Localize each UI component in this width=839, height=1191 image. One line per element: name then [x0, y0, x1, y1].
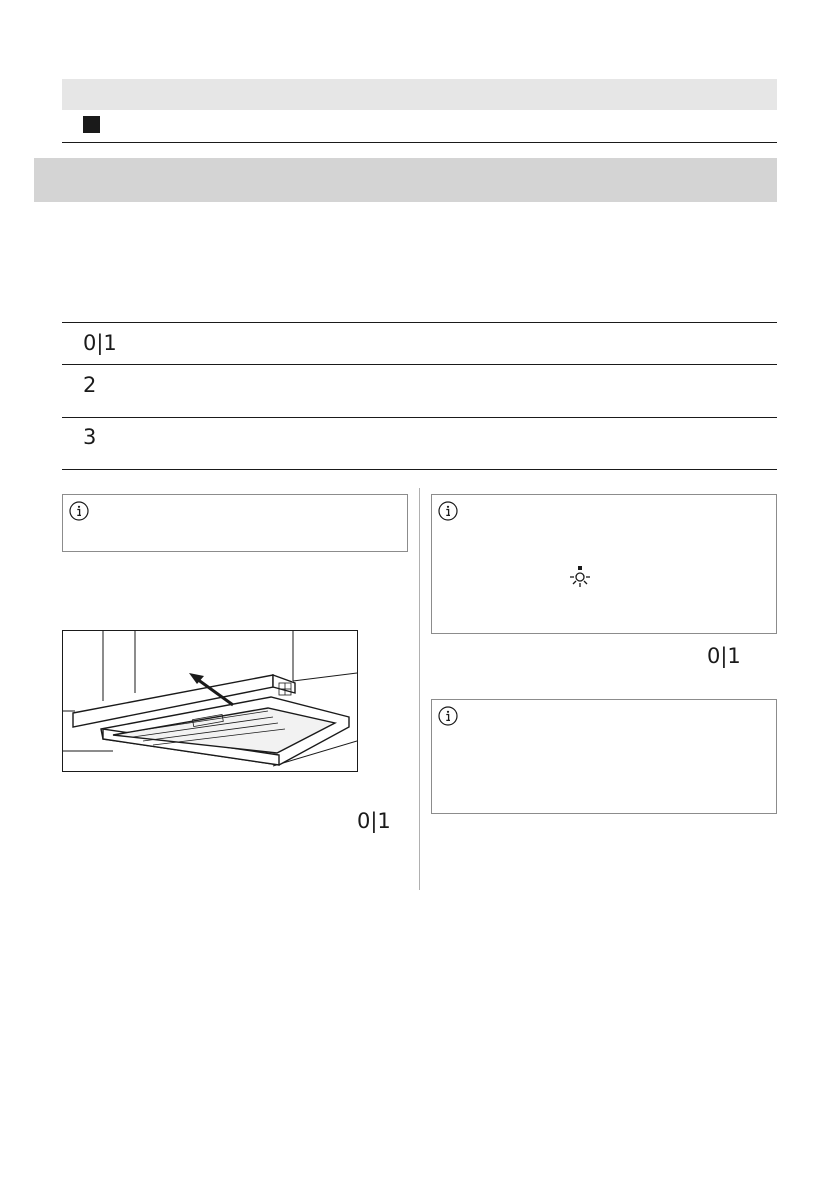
controls-table-top-rule [62, 322, 777, 323]
lamp-icon [569, 565, 591, 589]
info-circle-icon [438, 501, 458, 521]
control-symbol-on-off: 0|1 [83, 331, 117, 355]
column-divider [419, 488, 420, 890]
info-note-box [431, 494, 777, 634]
cooker-hood-extend-illustration [63, 631, 357, 771]
cooker-hood-figure [62, 630, 358, 772]
info-note-box [431, 699, 777, 814]
info-circle-icon [438, 706, 458, 726]
top-table-header-row [62, 79, 777, 110]
section-header-bar [34, 158, 777, 202]
controls-table-row-rule [62, 417, 777, 418]
control-symbol-speed-3: 3 [83, 425, 97, 449]
black-square-icon [83, 116, 100, 133]
control-symbol-speed-2: 2 [83, 373, 97, 397]
controls-table-row-rule [62, 364, 777, 365]
on-off-symbol: 0|1 [357, 809, 391, 833]
info-note-box [62, 494, 408, 552]
on-off-symbol: 0|1 [707, 644, 741, 668]
info-circle-icon [69, 501, 89, 521]
controls-table-bottom-rule [62, 469, 777, 470]
top-table-bottom-rule [62, 142, 777, 143]
